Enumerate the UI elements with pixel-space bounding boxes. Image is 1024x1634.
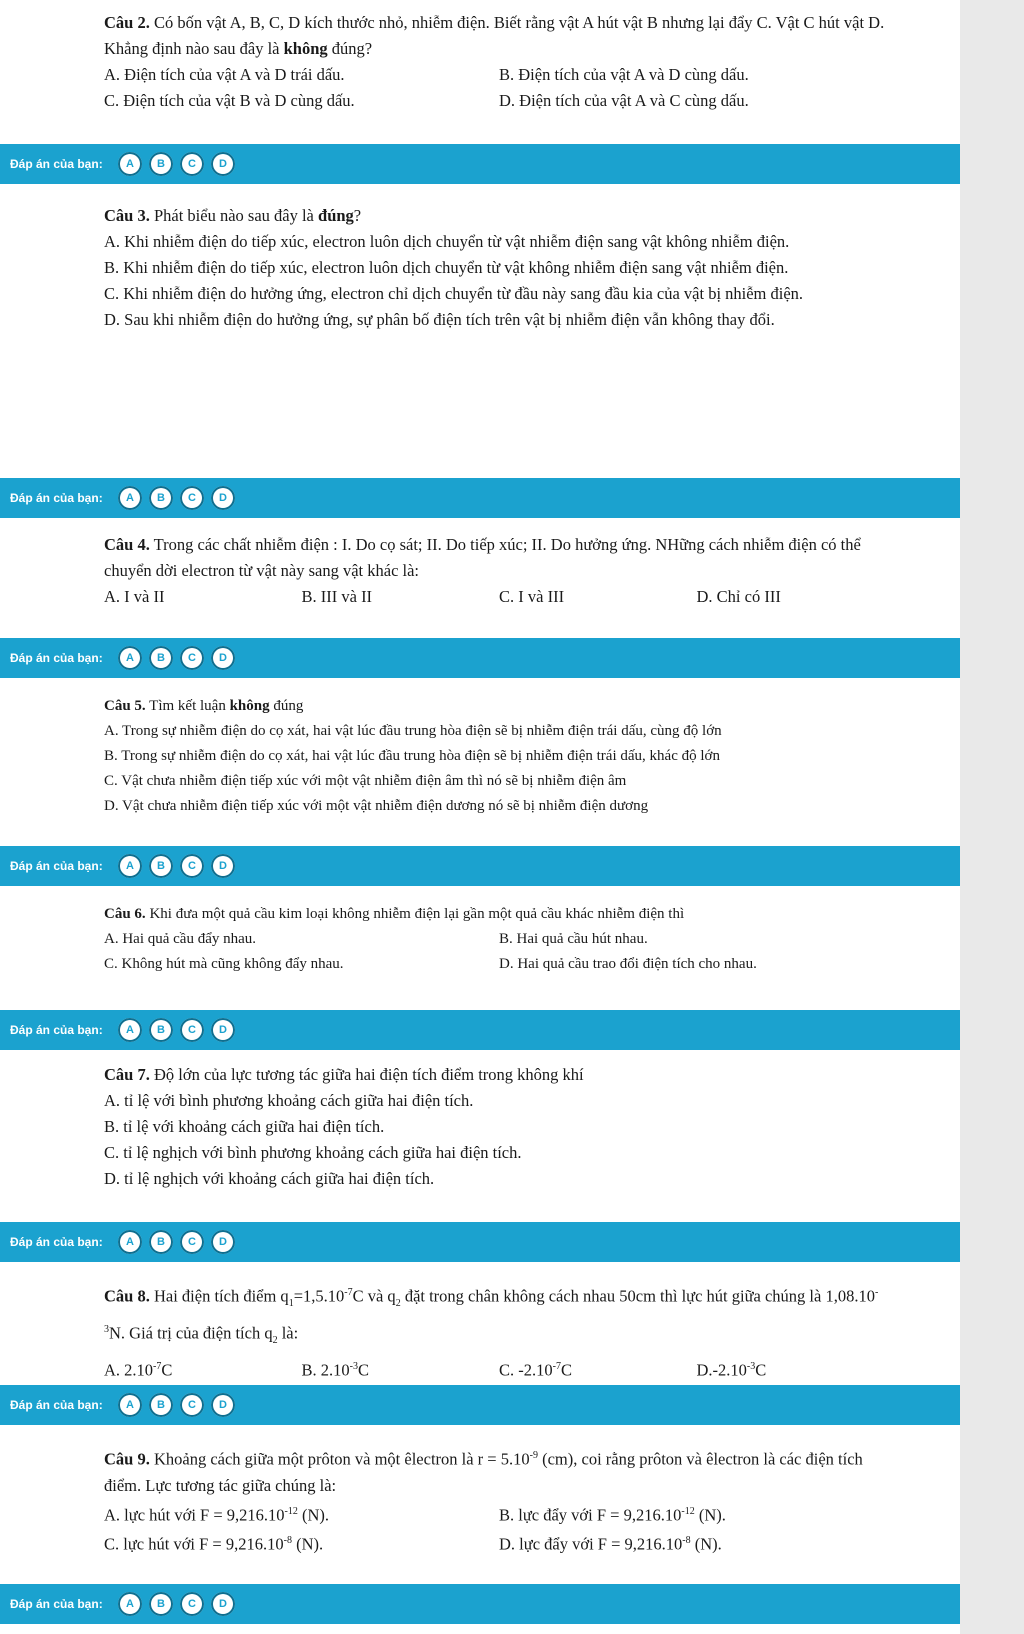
question-4 (104, 532, 894, 610)
option-b: B. Hai quả cầu hút nhau. (499, 931, 648, 947)
question-number: Câu 9. (104, 1449, 150, 1469)
stem-part: C và q (352, 1286, 396, 1306)
option-d: D. Chỉ có III (696, 587, 781, 606)
answer-band-q3 (0, 478, 960, 518)
option-b (499, 1499, 894, 1529)
option-d: D. Vật chưa nhiễm điện tiếp xúc với một vật nhiễm điện dương nó sẽ bị nhiễm điện dương (104, 798, 649, 814)
question-stem-end: đúng (269, 698, 304, 714)
answer-bubble-b[interactable]: B (149, 1230, 173, 1254)
answer-label: Đáp án của bạn: (10, 157, 103, 171)
question-stem: Tìm kết luận (145, 698, 230, 714)
superscript: -12 (681, 1505, 695, 1517)
answer-bubble-a[interactable]: A (118, 486, 142, 510)
option-text: D. lực đẩy với F = 9,216.10 (499, 1534, 683, 1554)
superscript: -3 (746, 1360, 756, 1372)
answer-bubble-c[interactable]: C (180, 646, 204, 670)
option-a: A. Hai quả cầu đẩy nhau. (104, 931, 257, 947)
question-number: Câu 4. (104, 535, 150, 554)
question-number: Câu 3. (104, 206, 150, 225)
question-stem-emphasis: đúng (318, 206, 354, 225)
option-text: A. 2.10 (104, 1360, 154, 1380)
option-c: C. tỉ lệ nghịch với bình phương khoảng cách giữa hai điện tích. (104, 1143, 522, 1162)
stem-part: là: (277, 1323, 299, 1343)
question-number: Câu 2. (104, 13, 150, 32)
option-text: B. lực đẩy với F = 9,216.10 (499, 1505, 682, 1524)
question-stem: Trong các chất nhiễm điện : I. Do cọ sát; II. Do tiếp xúc; II. Do hưởng ứng. NHững cách nhiễm điện có thể chuyển dời electron từ vật này sang vật khác là: (104, 535, 861, 580)
question-3 (104, 203, 894, 333)
answer-bubble-d[interactable]: D (211, 1393, 235, 1417)
answer-bubble-a[interactable]: A (118, 646, 142, 670)
question-stem: Độ lớn của lực tương tác giữa hai điện tích điểm trong không khí (149, 1065, 584, 1084)
subscript: 2 (272, 1334, 278, 1346)
answer-band-q9 (0, 1584, 960, 1624)
option-d: D. Hai quả cầu trao đổi điện tích cho nhau. (499, 956, 757, 972)
option-b: B. tỉ lệ với khoảng cách giữa hai điện tích. (104, 1117, 385, 1136)
answer-bubble-d[interactable]: D (211, 486, 235, 510)
stem-part: Khoảng cách giữa một prôton và một êlectron là r = 5.10 (149, 1449, 530, 1469)
option-unit: (N). (291, 1534, 324, 1554)
option-a: A. I và II (104, 587, 165, 606)
answer-bubble-d[interactable]: D (211, 1018, 235, 1042)
answer-bubble-c[interactable]: C (180, 1393, 204, 1417)
answer-band-q4 (0, 638, 960, 678)
option-c: C. Khi nhiễm điện do hưởng ứng, electron chỉ dịch chuyển từ đầu này sang đầu kia của vật bị nhiễm điện. (104, 284, 804, 303)
question-6 (104, 902, 894, 977)
answer-band-q2 (0, 144, 960, 184)
subscript: 1 (288, 1297, 294, 1309)
superscript: -8 (682, 1535, 691, 1546)
superscript: -7 (344, 1287, 353, 1298)
answer-label: Đáp án của bạn: (10, 1597, 103, 1611)
option-a: A. Khi nhiễm điện do tiếp xúc, electron luôn dịch chuyển từ vật nhiễm điện sang vật không nhiễm điện. (104, 232, 790, 251)
option-c: C. Không hút mà cũng không đẩy nhau. (104, 956, 344, 972)
answer-bubble-c[interactable]: C (180, 152, 204, 176)
answer-bubble-a[interactable]: A (118, 1230, 142, 1254)
question-5 (104, 694, 894, 819)
superscript: -9 (529, 1450, 538, 1461)
answer-label: Đáp án của bạn: (10, 859, 103, 873)
answer-bubble-c[interactable]: C (180, 854, 204, 878)
question-9 (104, 1443, 894, 1558)
answer-bubble-c[interactable]: C (180, 1592, 204, 1616)
question-2 (104, 10, 894, 114)
option-text: C. lực hút với F = 9,216.10 (104, 1534, 284, 1554)
answer-bubble-b[interactable]: B (149, 1393, 173, 1417)
answer-bubble-d[interactable]: D (211, 646, 235, 670)
answer-bubble-d[interactable]: D (211, 1592, 235, 1616)
question-stem: Phát biểu nào sau đây là (149, 206, 319, 225)
stem-part: N. Giá trị của điện tích q (109, 1323, 273, 1343)
option-d: D. Sau khi nhiễm điện do hưởng ứng, sự phân bố điện tích trên vật bị nhiễm điện vẫn không thay đổi. (104, 310, 775, 329)
option-b: B. Trong sự nhiễm điện do cọ xát, hai vật lúc đầu trung hòa điện sẽ bị nhiễm điện trái dấu, khác độ lớn (104, 748, 720, 764)
answer-bubble-b[interactable]: B (149, 854, 173, 878)
answer-label: Đáp án của bạn: (10, 1398, 103, 1412)
answer-bubble-b[interactable]: B (149, 152, 173, 176)
answer-bubble-d[interactable]: D (211, 854, 235, 878)
option-a: A. tỉ lệ với bình phương khoảng cách giữa hai điện tích. (104, 1091, 474, 1110)
answer-band-q5 (0, 846, 960, 886)
answer-band-q7 (0, 1222, 960, 1262)
option-a: A. Trong sự nhiễm điện do cọ xát, hai vật lúc đầu trung hòa điện sẽ bị nhiễm điện trái dấu, cùng độ lớn (104, 723, 722, 739)
answer-bubble-d[interactable]: D (211, 1230, 235, 1254)
question-stem: Khi đưa một quả cầu kim loại không nhiễm điện lại gần một quả cầu khác nhiễm điện thì (145, 906, 685, 922)
option-d: D. Điện tích của vật A và C cùng dấu. (499, 91, 749, 110)
option-text: A. lực hút với F = 9,216.10 (104, 1505, 285, 1524)
question-number: Câu 6. (104, 906, 146, 922)
option-d: D. tỉ lệ nghịch với khoảng cách giữa hai điện tích. (104, 1169, 435, 1188)
answer-bubble-b[interactable]: B (149, 1592, 173, 1616)
answer-label: Đáp án của bạn: (10, 1023, 103, 1037)
option-unit: C (560, 1360, 572, 1380)
question-7 (104, 1062, 894, 1192)
question-stem: Có bốn vật A, B, C, D kích thước nhỏ, nhiễm điện. Biết rằng vật A hút vật B nhưng lại đẩy C. Vật C hút vật D. Khẳng định nào sau đây là (104, 13, 885, 58)
stem-part: =1,5.10 (293, 1286, 345, 1306)
answer-bubble-a[interactable]: A (118, 1018, 142, 1042)
superscript: -7 (153, 1360, 162, 1372)
option-c: C. I và III (499, 587, 565, 606)
question-8 (104, 1280, 894, 1383)
answer-bubble-b[interactable]: B (149, 646, 173, 670)
question-stem-end: đúng? (327, 39, 373, 58)
answer-bubble-b[interactable]: B (149, 1018, 173, 1042)
superscript: -8 (283, 1535, 292, 1546)
option-text: D.-2.10 (696, 1360, 747, 1380)
superscript: -7 (552, 1360, 561, 1372)
option-c (499, 1354, 697, 1384)
option-unit: (N). (297, 1505, 330, 1524)
stem-part: (cm), coi rằng prôton và êlectron là các điện tích điểm. Lực tương tác giữa chúng là: (104, 1449, 863, 1495)
answer-bubble-a[interactable]: A (118, 152, 142, 176)
answer-bubble-a[interactable]: A (118, 1592, 142, 1616)
question-stem-emphasis: không (229, 698, 270, 714)
answer-bubble-c[interactable]: C (180, 1018, 204, 1042)
option-unit: C (357, 1360, 369, 1380)
subscript: 2 (395, 1297, 401, 1309)
right-margin (960, 0, 1024, 1634)
stem-part: Hai điện tích điểm q (149, 1286, 289, 1306)
question-stem-end: ? (353, 206, 362, 225)
answer-band-q8 (0, 1385, 960, 1425)
option-unit: (N). (690, 1534, 722, 1554)
answer-label: Đáp án của bạn: (10, 1235, 103, 1249)
question-number: Câu 7. (104, 1065, 150, 1084)
superscript: -3 (349, 1360, 358, 1372)
option-b (302, 1354, 500, 1384)
option-b: B. Điện tích của vật A và D cùng dấu. (499, 65, 749, 84)
stem-part: đặt trong chân không cách nhau 50cm thì lực hút giữa chúng là 1,08.10 (400, 1286, 875, 1306)
option-c: C. Điện tích của vật B và D cùng dấu. (104, 91, 355, 110)
option-c (104, 1528, 499, 1558)
option-unit: C (755, 1360, 767, 1380)
option-d (499, 1528, 894, 1558)
superscript: -3 (104, 1287, 879, 1335)
option-b: B. Khi nhiễm điện do tiếp xúc, electron luôn dịch chuyển từ vật không nhiễm điện sang vật nhiễm điện. (104, 258, 789, 277)
option-text: B. 2.10 (301, 1360, 350, 1380)
answer-bubble-c[interactable]: C (180, 486, 204, 510)
option-b: B. III và II (301, 587, 373, 606)
option-a (104, 1354, 302, 1384)
option-unit: (N). (694, 1505, 726, 1524)
answer-label: Đáp án của bạn: (10, 491, 103, 505)
answer-bubble-d[interactable]: D (211, 152, 235, 176)
option-text: C. -2.10 (499, 1360, 553, 1380)
answer-bubble-a[interactable]: A (118, 1393, 142, 1417)
option-a (104, 1499, 499, 1529)
option-a: A. Điện tích của vật A và D trái dấu. (104, 65, 345, 84)
option-unit: C (161, 1360, 173, 1380)
answer-bubble-c[interactable]: C (180, 1230, 204, 1254)
question-number: Câu 8. (104, 1286, 150, 1306)
question-stem-emphasis: không (283, 39, 328, 58)
answer-bubble-b[interactable]: B (149, 486, 173, 510)
question-number: Câu 5. (104, 698, 146, 714)
option-c: C. Vật chưa nhiễm điện tiếp xúc với một vật nhiễm điện âm thì nó sẽ bị nhiễm điện âm (104, 773, 627, 789)
superscript: -12 (284, 1505, 298, 1517)
option-d (697, 1354, 895, 1384)
answer-bubble-a[interactable]: A (118, 854, 142, 878)
answer-label: Đáp án của bạn: (10, 651, 103, 665)
answer-band-q6 (0, 1010, 960, 1050)
